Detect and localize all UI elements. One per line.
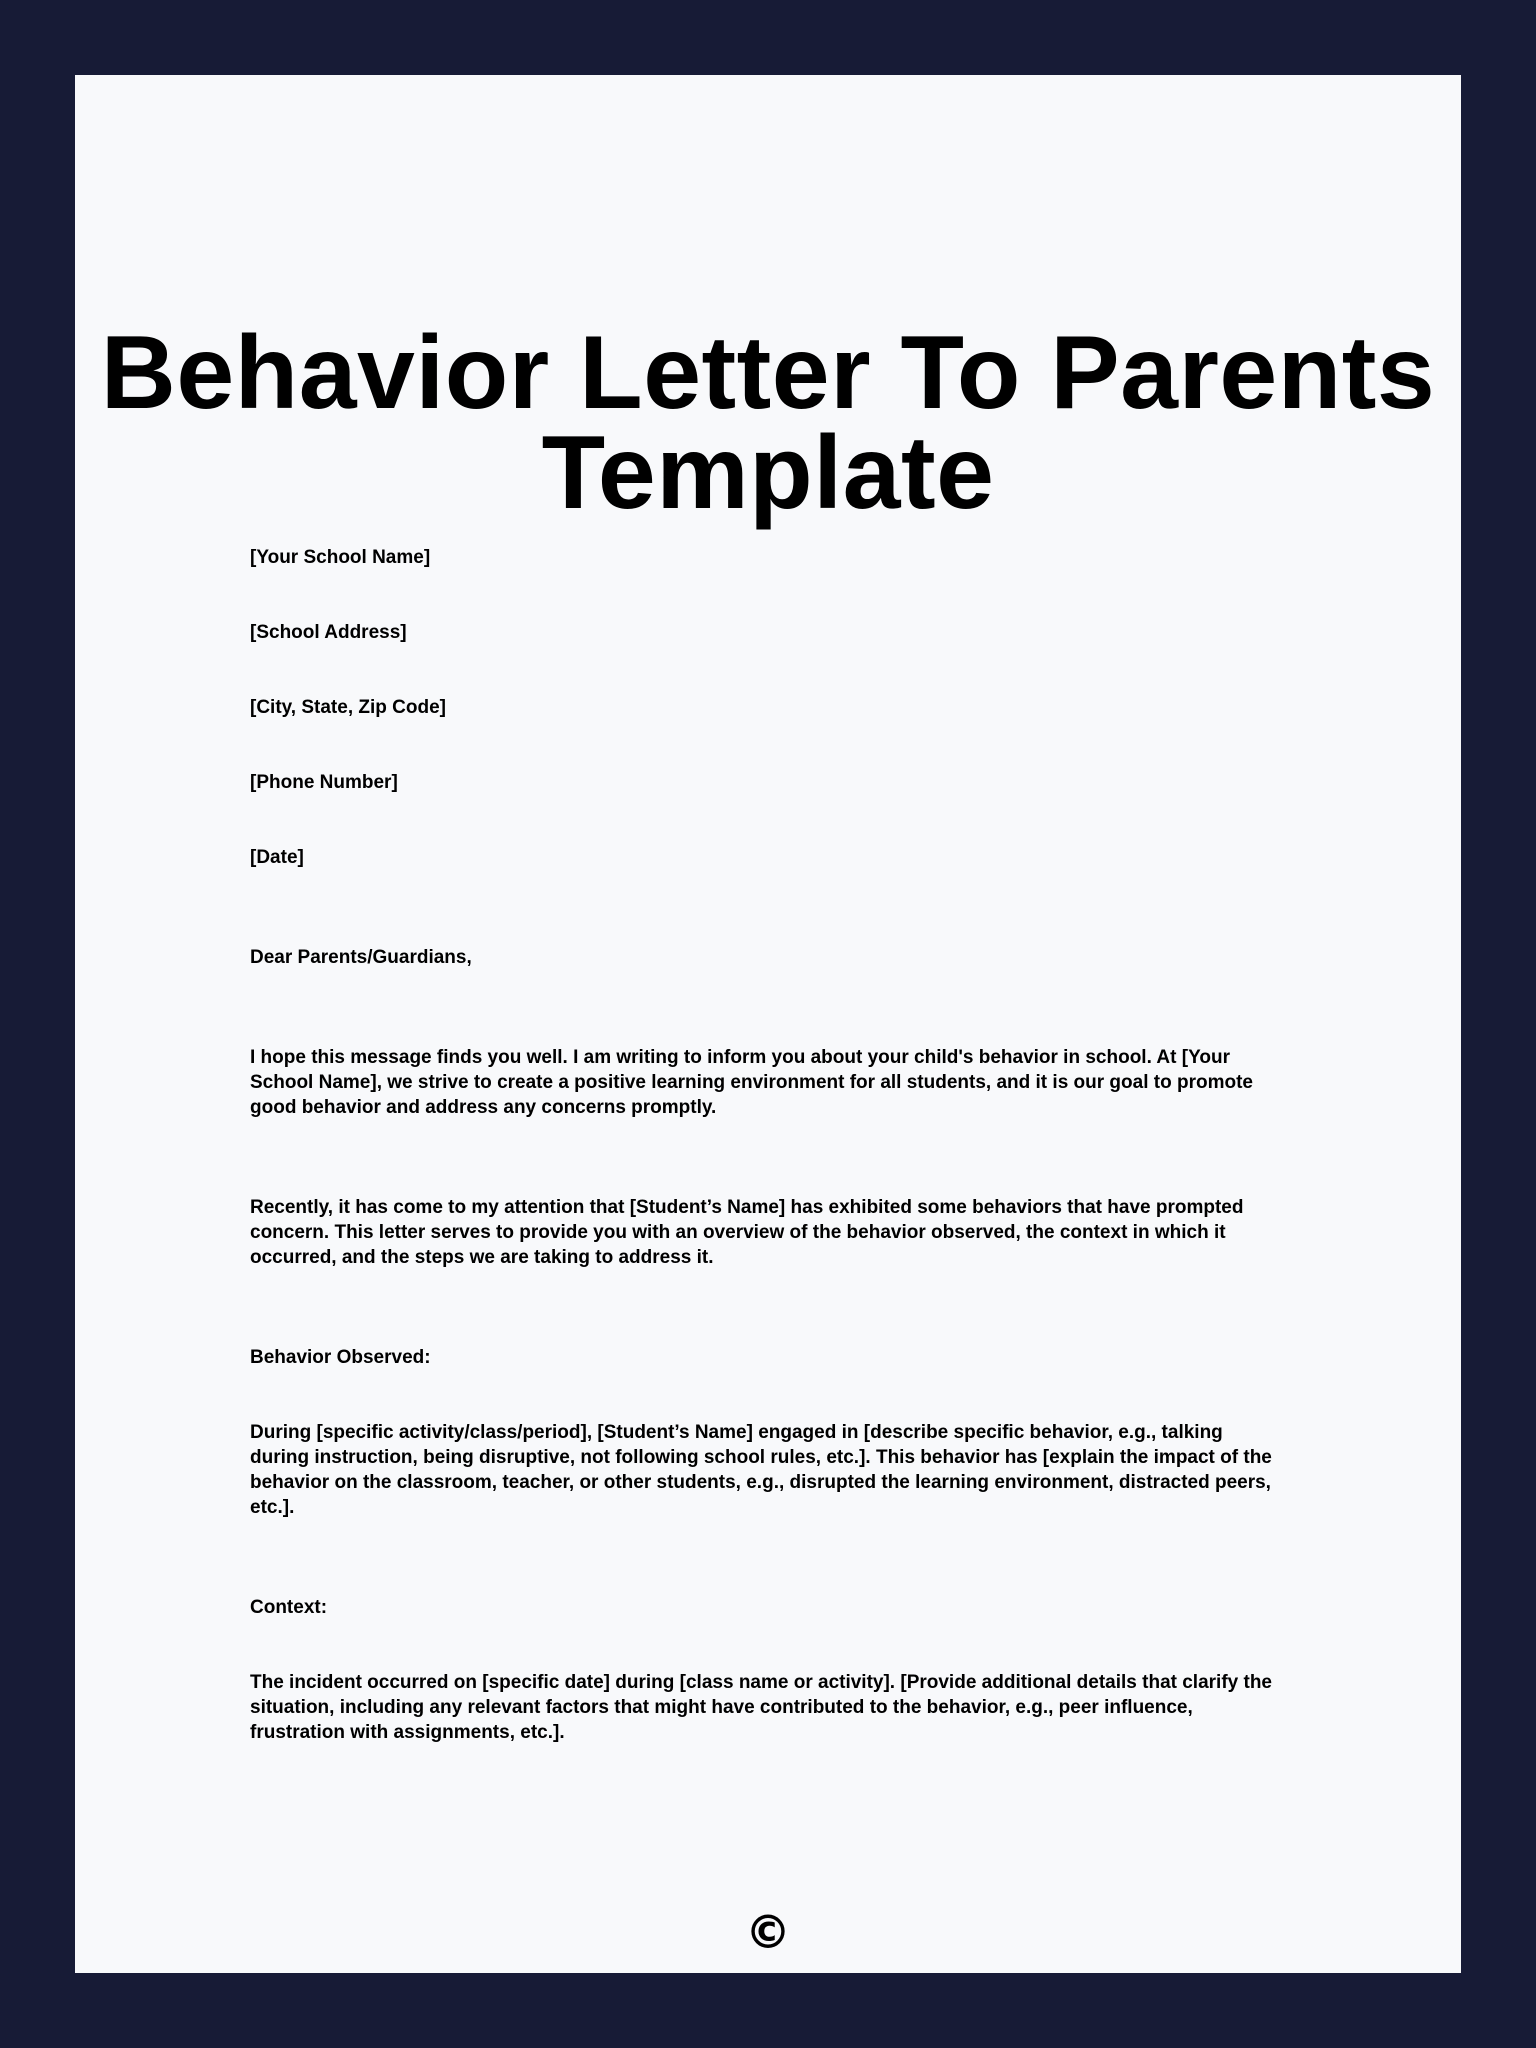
document-title (75, 315, 1461, 531)
letter-page (75, 75, 1461, 1973)
context-text: The incident occurred on [specific date] during [class name or activity]. [Provide additional details that clarify the situation, including any relevant factors that might have contributed to the behavior, e.g., peer influence, frustration with assignments, etc.]. (250, 1672, 1273, 1743)
concern-paragraph: Recently, it has come to my attention that [Student’s Name] has exhibited some behaviors that have prompted concern. This letter serves to provide you with an overview of the behavior observed, the context in which it occurred, and the steps we are taking to address it. (250, 1197, 1244, 1268)
behavior-observed-text: During [specific activity/class/period], [Student’s Name] engaged in [describe specific behavior, e.g., talking during instruction, being disruptive, not following school rules, etc.]. This behavior has [explain the impact of the behavior on the classroom, teacher, or other students, e.g., disrupted the learning environment, distracted peers, etc.]. (250, 1422, 1272, 1518)
title-line-1: Behavior Letter To Parents (100, 315, 1436, 431)
behavior-observed-heading: Behavior Observed: (250, 1347, 431, 1368)
salutation: Dear Parents/Guardians, (250, 947, 472, 968)
copyright-icon: © (745, 1905, 791, 1959)
intro-paragraph: I hope this message finds you well. I am writing to inform you about your child's behavior in school. At [Your School Name], we strive to create a positive learning environment for all students, and it is our goal to promote good behavior and address any concerns promptly. (250, 1047, 1253, 1118)
context-heading: Context: (250, 1597, 328, 1618)
school-name-field: [Your School Name] (250, 547, 431, 568)
date-field: [Date] (250, 847, 304, 868)
title-line-2: Template (541, 415, 995, 531)
city-state-zip-field: [City, State, Zip Code] (250, 697, 446, 718)
phone-number-field: [Phone Number] (250, 772, 398, 793)
school-address-field: [School Address] (250, 622, 407, 643)
